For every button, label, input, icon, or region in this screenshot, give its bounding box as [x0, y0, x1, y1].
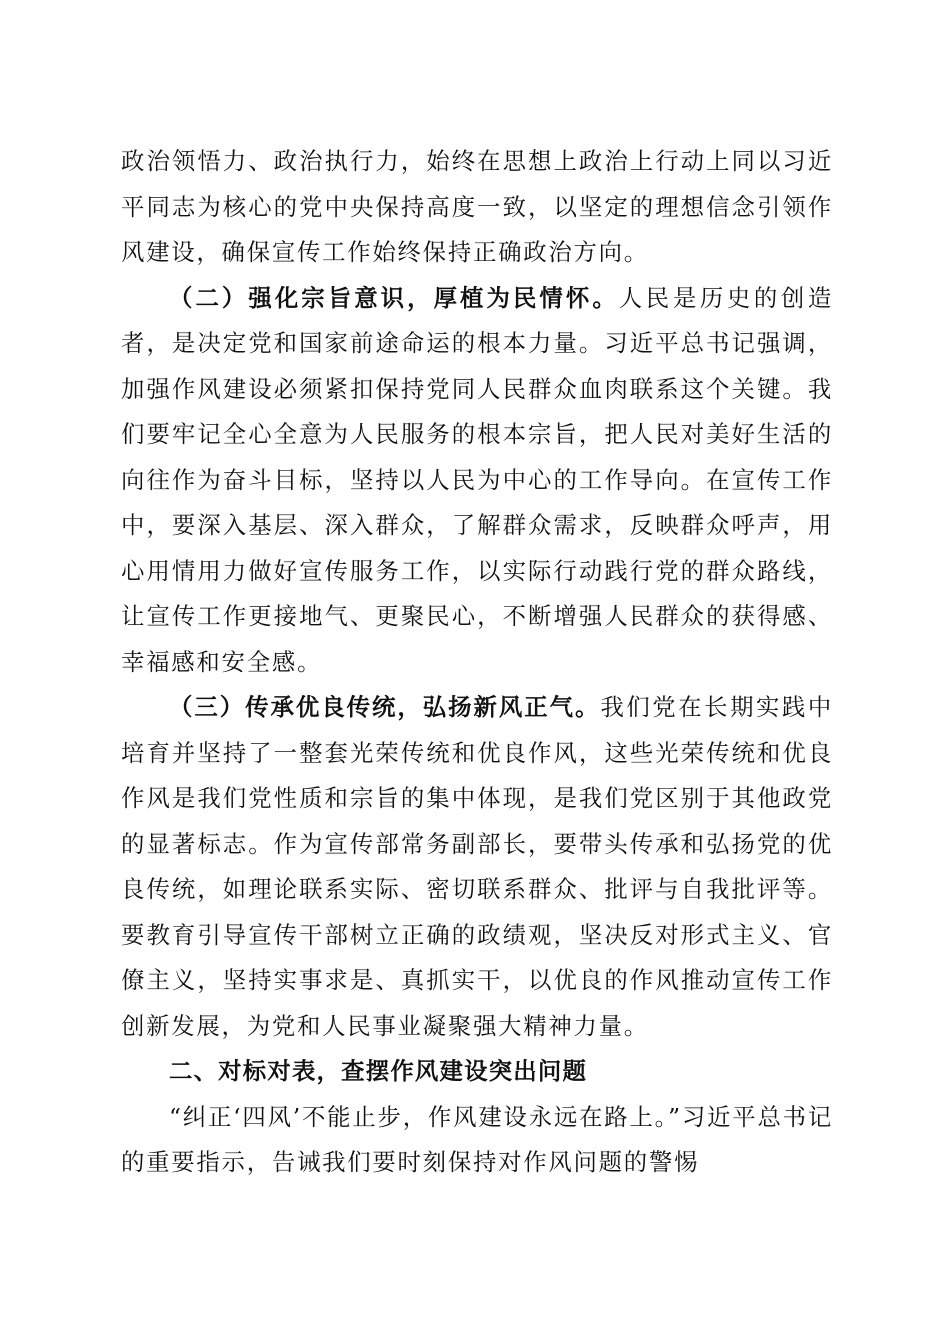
paragraph-body: 我们党在长期实践中培育并坚持了一整套光荣传统和优良作风，这些光荣传统和优良作风是我们党性质和宗旨的集中体现，是我们党区别于其他政党的显著标志。作为宣传部常务副部长，要带头传承和弘扬党的优良传统，如理论联系实际、密切联系群众、批评与自我批评等。要教育引导宣传干部树立正确的政绩观，坚决反对形式主义、官僚主义，坚持实事求是、真抓实干，以优良的作风推动宣传工作创新发展，为党和人民事业凝聚强大精神力量。: [121, 693, 834, 1040]
paragraph-body: 人民是历史的创造者，是决定党和国家前途命运的根本力量。习近平总书记强调，加强作风建设必须紧扣保持党同人民群众血肉联系这个关键。我们要牢记全心全意为人民服务的根本宗旨，把人民对美好生活的向往作为奋斗目标，坚持以人民为中心的工作导向。在宣传工作中，要深入基层、深入群众，了解群众需求，反映群众呼声，用心用情用力做好宣传服务工作，以实际行动践行党的群众路线，让宣传工作更接地气、更聚民心，不断增强人民群众的获得感、幸福感和安全感。: [121, 283, 833, 676]
paragraph-fine-traditions: [121, 685, 833, 1049]
section-heading-3: （三）传承优良传统，弘扬新风正气。: [169, 693, 601, 721]
paragraph-people-centered: [121, 276, 833, 686]
chapter-heading-2: 二、对标对表，查摆作风建设突出问题: [169, 1057, 588, 1085]
section-heading-2: （二）强化宗旨意识，厚植为民情怀。: [169, 283, 619, 312]
document-body: [121, 139, 833, 1186]
paragraph-four-winds: “纠正‘四风’不能止步，作风建设永远在路上。”习近平总书记的重要指示，告诫我们要时刻保持对作风问题的警惕: [121, 1102, 833, 1176]
paragraph-political-direction: 政治领悟力、政治执行力，始终在思想上政治上行动上同以习近平同志为核心的党中央保持高度一致，以坚定的理想信念引领作风建设，确保宣传工作始终保持正确政治方向。: [121, 147, 833, 266]
